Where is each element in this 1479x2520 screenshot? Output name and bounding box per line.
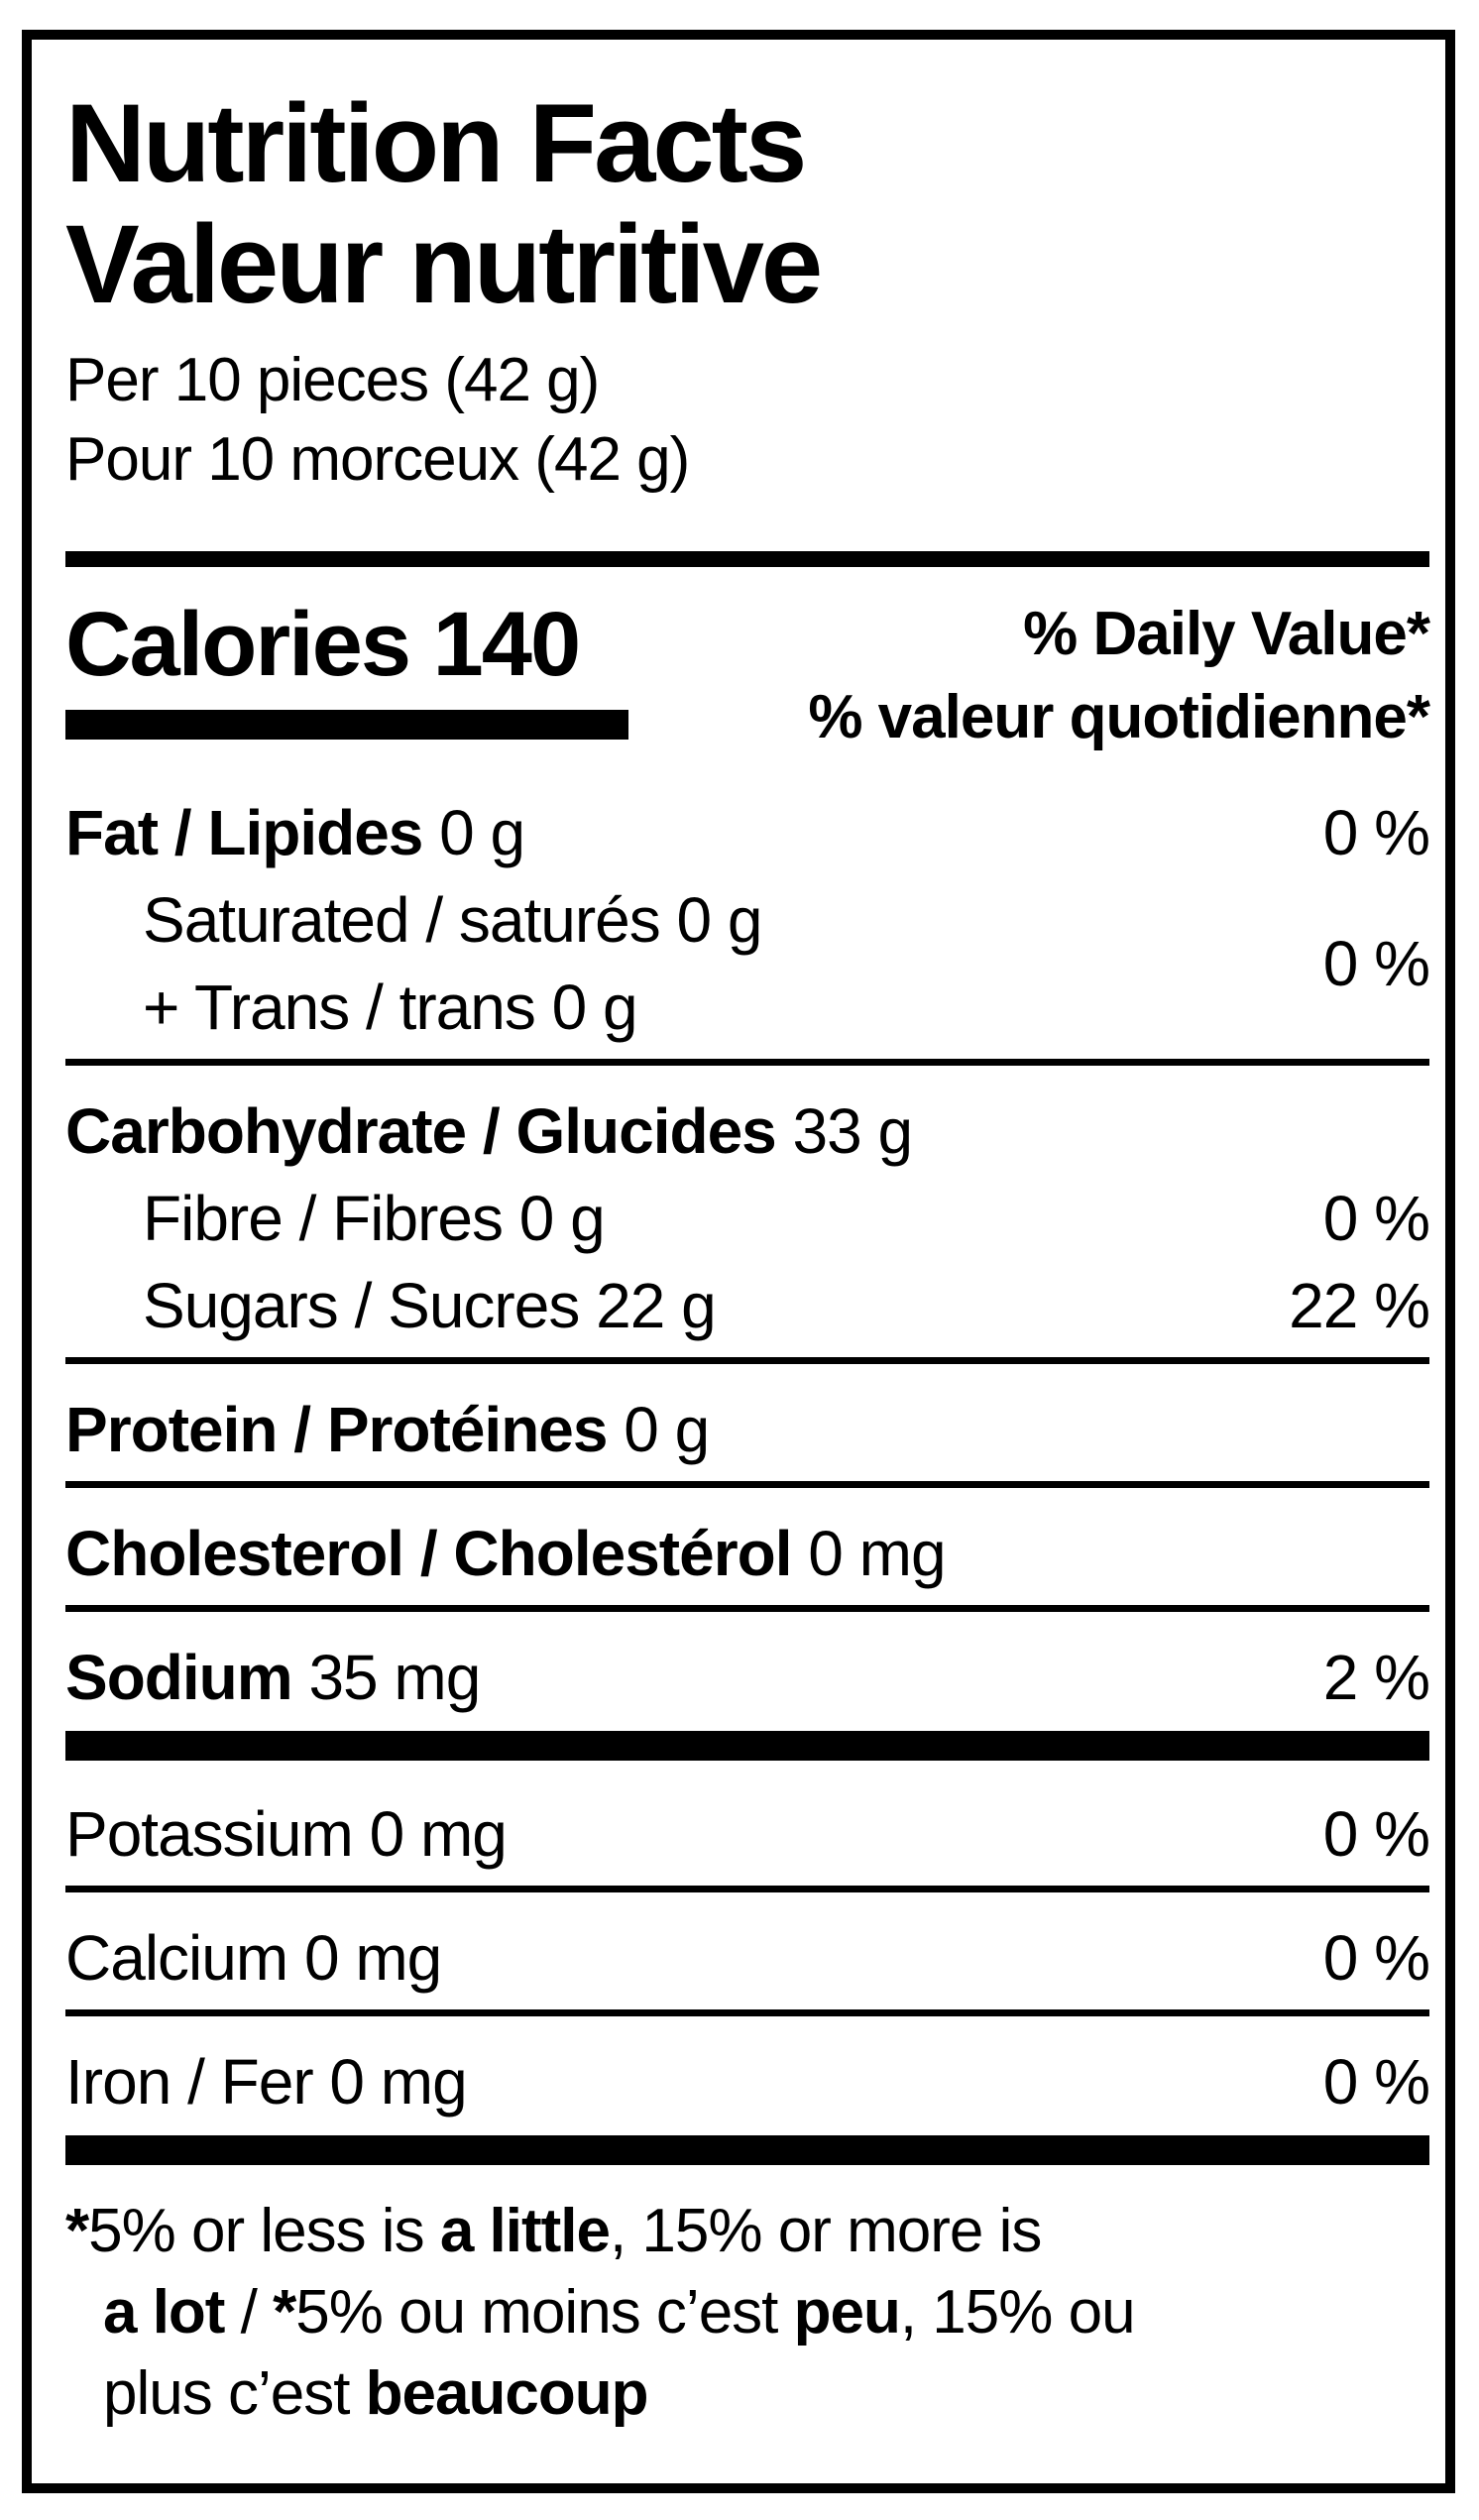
- iron-daily-value: 0 %: [1322, 2046, 1429, 2118]
- calories-value: 140: [432, 594, 580, 695]
- carbohydrate-label-bold: Carbohydrate / Glucides: [65, 1095, 776, 1167]
- row-fat: [65, 789, 1429, 876]
- footnote-line-3: plus c’est beaucoup: [103, 2359, 648, 2428]
- cholesterol-value: 0 mg: [791, 1518, 946, 1589]
- cholesterol-label: [65, 1510, 946, 1597]
- sodium-label-bold: Sodium: [65, 1642, 292, 1713]
- separator-rule: [65, 1481, 1429, 1488]
- sugars-label: Sugars / Sucres 22 g: [143, 1270, 716, 1341]
- carbohydrate-value: 33 g: [775, 1095, 913, 1167]
- row-potassium: [65, 1790, 1429, 1878]
- separator-heavy-top: [65, 551, 1429, 567]
- calories-label: Calories: [65, 594, 410, 695]
- calories-line: [65, 593, 628, 696]
- calories-column: [65, 593, 628, 740]
- fibre-label: Fibre / Fibres 0 g: [143, 1183, 605, 1254]
- fat-label: [65, 789, 524, 876]
- protein-value: 0 g: [607, 1394, 710, 1465]
- fat-daily-value: 0 %: [1322, 797, 1429, 868]
- daily-value-header-english: % Daily Value*: [1023, 600, 1429, 668]
- row-protein: [65, 1386, 1429, 1473]
- separator-rule: [65, 2009, 1429, 2016]
- footnote-asterisk-french: *: [273, 2278, 296, 2347]
- serving-block: [65, 341, 1429, 500]
- daily-value-header-french: % valeur quotidienne*: [808, 683, 1429, 751]
- title-english: Nutrition Facts: [65, 81, 805, 205]
- calcium-label: Calcium 0 mg: [65, 1922, 442, 1994]
- fat-value: 0 g: [422, 797, 525, 868]
- row-fibre: [65, 1175, 1429, 1262]
- row-cholesterol: [65, 1510, 1429, 1597]
- row-iron: [65, 2038, 1429, 2125]
- separator-rule: [65, 1059, 1429, 1066]
- calcium-daily-value: 0 %: [1322, 1922, 1429, 1994]
- footnote-asterisk: *: [65, 2197, 89, 2265]
- saturated-label: Saturated / saturés 0 g: [143, 884, 762, 956]
- potassium-label: Potassium 0 mg: [65, 1798, 507, 1870]
- footnote-line-1: *5% or less is a little, 15% or more is: [65, 2197, 1042, 2265]
- serving-size-english: Per 10 pieces (42 g): [65, 346, 600, 414]
- saturated-trans-daily-value: 0 %: [1322, 928, 1429, 999]
- carbohydrate-label: [65, 1088, 912, 1175]
- separator-rule: [65, 1357, 1429, 1364]
- row-sugars: [65, 1262, 1429, 1349]
- row-sodium: [65, 1634, 1429, 1721]
- potassium-daily-value: 0 %: [1322, 1798, 1429, 1870]
- iron-label: Iron / Fer 0 mg: [65, 2046, 467, 2118]
- title-block: [65, 83, 1429, 325]
- sodium-value: 35 mg: [291, 1642, 481, 1713]
- daily-value-footnote: [65, 2191, 1429, 2435]
- cholesterol-label-bold: Cholesterol / Cholestérol: [65, 1518, 792, 1589]
- calories-underbar: [65, 710, 628, 740]
- title-french: Valeur nutritive: [65, 202, 821, 326]
- calories-section: [65, 593, 1429, 759]
- separator-rule: [65, 1605, 1429, 1612]
- protein-label-bold: Protein / Protéines: [65, 1394, 608, 1465]
- separator-rule: [65, 1886, 1429, 1892]
- fat-label-bold: Fat / Lipides: [65, 797, 423, 868]
- fibre-daily-value: 0 %: [1322, 1183, 1429, 1254]
- row-calcium: [65, 1914, 1429, 2002]
- daily-value-header: [808, 593, 1429, 759]
- separator-heavy-middle: [65, 1731, 1429, 1761]
- row-saturated-trans: [65, 876, 1429, 1051]
- protein-label: [65, 1386, 709, 1473]
- saturated-trans-lines: [65, 876, 762, 1051]
- footnote-line-2: a lot / *5% ou moins c’est peu, 15% ou: [103, 2278, 1135, 2347]
- sodium-label: [65, 1634, 480, 1721]
- serving-size-french: Pour 10 morceux (42 g): [65, 425, 690, 494]
- trans-label: + Trans / trans 0 g: [143, 972, 637, 1043]
- nutrition-facts-label: [22, 30, 1455, 2493]
- separator-heavy-bottom: [65, 2135, 1429, 2165]
- row-carbohydrate: [65, 1088, 1429, 1175]
- sodium-daily-value: 2 %: [1322, 1642, 1429, 1713]
- sugars-daily-value: 22 %: [1289, 1270, 1429, 1341]
